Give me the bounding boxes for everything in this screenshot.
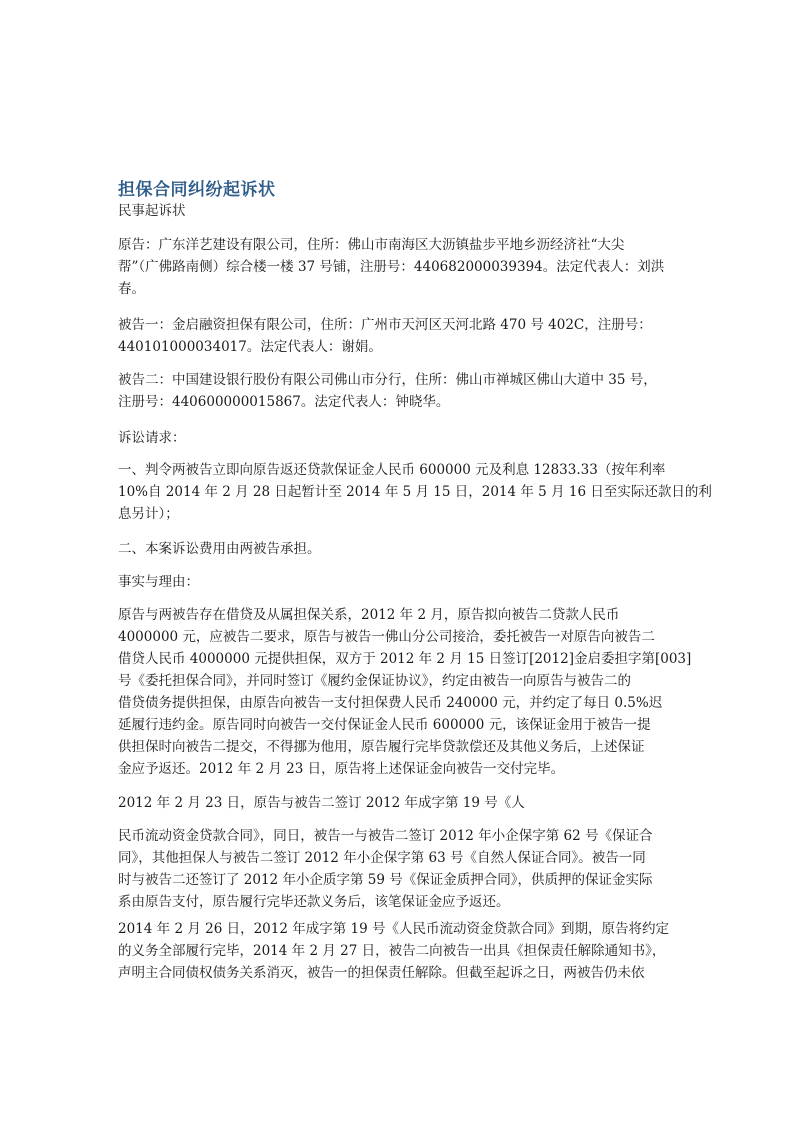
body-line: 延履行违约金。原告同时向被告一交付保证金人民币 600000 元，该保证金用于被告一提 — [118, 717, 651, 733]
body-line: 一、判令两被告立即向原告返还贷款保证金人民币 600000 元及利息 12833.33（按年利率 — [118, 462, 666, 478]
body-line: 二、本案诉讼费用由两被告承担。 — [118, 541, 321, 557]
body-line: 民币流动资金贷款合同》，同日，被告一与被告二签订 2012 年小企保字第 62 号《保证合 — [118, 828, 653, 844]
body-line: 原告：广东洋艺建设有限公司，住所：佛山市南海区大沥镇盐步平地乡沥经济社“大尖 — [118, 237, 625, 253]
body-line: 注册号：440600000015867。法定代表人：钟晓华。 — [118, 394, 450, 410]
body-line: 供担保时向被告二提交，不得挪为他用，原告履行完毕贷款偿还及其他义务后，上述保证 — [118, 739, 645, 755]
body-line: 号《委托担保合同》，并同时签订《履约金保证协议》，约定由被告一向原告与被告二的 — [118, 673, 631, 689]
body-line: 民事起诉状 — [118, 203, 186, 219]
body-line: 借贷人民币 4000000 元提供担保，双方于 2012 年 2 月 15 日签订[2012]金启委担字第[003] — [118, 651, 692, 667]
document-title: 担保合同纠纷起诉状 — [118, 180, 276, 200]
body-line: 2014 年 2 月 26 日，2012 年成字第 19 号《人民币流动资金贷款合同》到期，原告将约定 — [118, 921, 669, 937]
body-line: 10%自 2014 年 2 月 28 日起暂计至 2014 年 5 月 15 日，2014 年 5 月 16 日至实际还款日的利 — [118, 484, 712, 500]
body-line: 的义务全部履行完毕，2014 年 2 月 27 日，被告二向被告一出具《担保责任解除通知书》， — [118, 943, 666, 959]
body-line: 440101000034017。法定代表人：谢娟。 — [118, 339, 382, 355]
body-line: 息另计）； — [118, 506, 179, 522]
body-line: 诉讼请求： — [118, 430, 186, 446]
body-line: 春。 — [118, 281, 145, 297]
body-line: 原告与两被告存在借贷及从属担保关系，2012 年 2 月，原告拟向被告二贷款人民币 — [118, 607, 620, 623]
body-line: 声明主合同债权债务关系消灭，被告一的担保责任解除。但截至起诉之日，两被告仍未依 — [118, 965, 645, 981]
body-line: 帮”（广佛路南侧）综合楼一楼 37 号铺，注册号：440682000039394。法定代表人：刘洪 — [118, 259, 665, 275]
body-line: 借贷债务提供担保，由原告向被告一支付担保费人民币 240000 元，并约定了每日 0.5%迟 — [118, 695, 663, 711]
body-line: 系由原告支付，原告履行完毕还款义务后，该笔保证金应予返还。 — [118, 894, 510, 910]
body-line: 4000000 元，应被告二要求，原告与被告一佛山分公司接洽，委托被告一对原告向被告二 — [118, 629, 655, 645]
body-line: 被告一：金启融资担保有限公司，住所：广州市天河区天河北路 470 号 402C，注册号： — [118, 317, 652, 333]
body-line: 金应予返还。2012 年 2 月 23 日，原告将上述保证金向被告一交付完毕。 — [118, 761, 565, 777]
body-line: 被告二：中国建设银行股份有限公司佛山市分行，住所：佛山市禅城区佛山大道中 35 号， — [118, 372, 657, 388]
body-line: 2012 年 2 月 23 日，原告与被告二签订 2012 年成字第 19 号《人 — [118, 795, 525, 811]
body-line: 事实与理由： — [118, 574, 199, 590]
body-line: 时与被告二还签订了 2012 年小企质字第 59 号《保证金质押合同》，供质押的保证金实际 — [118, 872, 653, 888]
body-line: 同》，其他担保人与被告二签订 2012 年小企保字第 63 号《自然人保证合同》。被告一同 — [118, 850, 646, 866]
